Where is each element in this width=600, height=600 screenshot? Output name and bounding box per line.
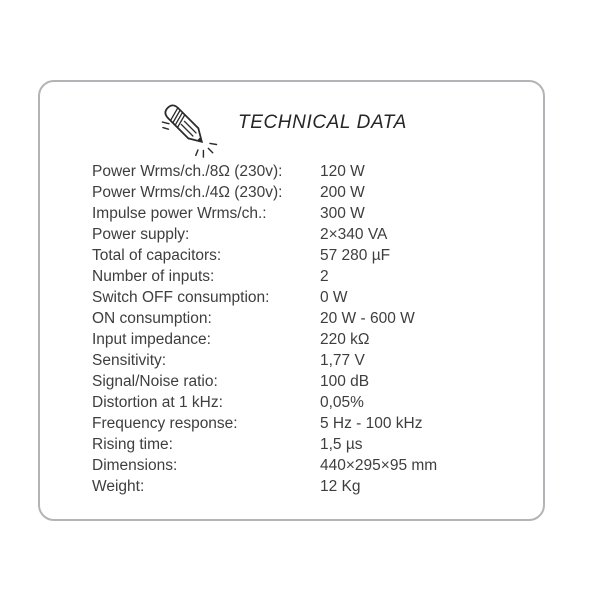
spec-value: 0,05% <box>320 394 364 411</box>
spec-value: 12 Kg <box>320 478 361 495</box>
spec-row <box>92 308 527 329</box>
spec-label: ON consumption: <box>92 310 212 327</box>
spec-row <box>92 350 527 371</box>
spec-label: Power Wrms/ch./4Ω (230v): <box>92 184 283 201</box>
spec-label: Input impedance: <box>92 331 211 348</box>
spec-row <box>92 371 527 392</box>
spec-value: 120 W <box>320 163 365 180</box>
spec-value: 2 <box>320 268 329 285</box>
spec-value: 300 W <box>320 205 365 222</box>
spec-label: Sensitivity: <box>92 352 167 369</box>
spec-row <box>92 203 527 224</box>
spec-label: Switch OFF consumption: <box>92 289 270 306</box>
pencil-icon <box>152 92 222 162</box>
spec-label: Power Wrms/ch./8Ω (230v): <box>92 163 283 180</box>
spec-value: 440×295×95 mm <box>320 457 438 474</box>
spec-row <box>92 182 527 203</box>
spec-label: Total of capacitors: <box>92 247 222 264</box>
spec-label: Power supply: <box>92 226 190 243</box>
spec-value: 220 kΩ <box>320 331 370 348</box>
spec-row <box>92 329 527 350</box>
spec-row <box>92 455 527 476</box>
panel-title: TECHNICAL DATA <box>238 112 407 133</box>
spec-label: Frequency response: <box>92 415 238 432</box>
spec-row <box>92 476 527 497</box>
spec-row <box>92 266 527 287</box>
spec-row <box>92 392 527 413</box>
spec-label: Dimensions: <box>92 457 178 474</box>
technical-data-panel <box>38 80 545 521</box>
spec-value: 1,77 V <box>320 352 365 369</box>
spec-label: Impulse power Wrms/ch.: <box>92 205 267 222</box>
spec-row <box>92 161 527 182</box>
spec-value: 2×340 VA <box>320 226 388 243</box>
specs-list <box>92 161 527 497</box>
spec-value: 5 Hz - 100 kHz <box>320 415 423 432</box>
spec-row <box>92 434 527 455</box>
spec-row <box>92 287 527 308</box>
spec-value: 20 W - 600 W <box>320 310 415 327</box>
panel-header <box>40 82 543 162</box>
spec-row <box>92 413 527 434</box>
spec-row <box>92 224 527 245</box>
spec-value: 1,5 µs <box>320 436 363 453</box>
spec-label: Distortion at 1 kHz: <box>92 394 223 411</box>
spec-label: Signal/Noise ratio: <box>92 373 218 390</box>
spec-label: Rising time: <box>92 436 173 453</box>
spec-value: 57 280 µF <box>320 247 391 264</box>
spec-label: Number of inputs: <box>92 268 215 285</box>
spec-label: Weight: <box>92 478 145 495</box>
spec-value: 200 W <box>320 184 365 201</box>
spec-value: 0 W <box>320 289 348 306</box>
spec-value: 100 dB <box>320 373 370 390</box>
spec-row <box>92 245 527 266</box>
